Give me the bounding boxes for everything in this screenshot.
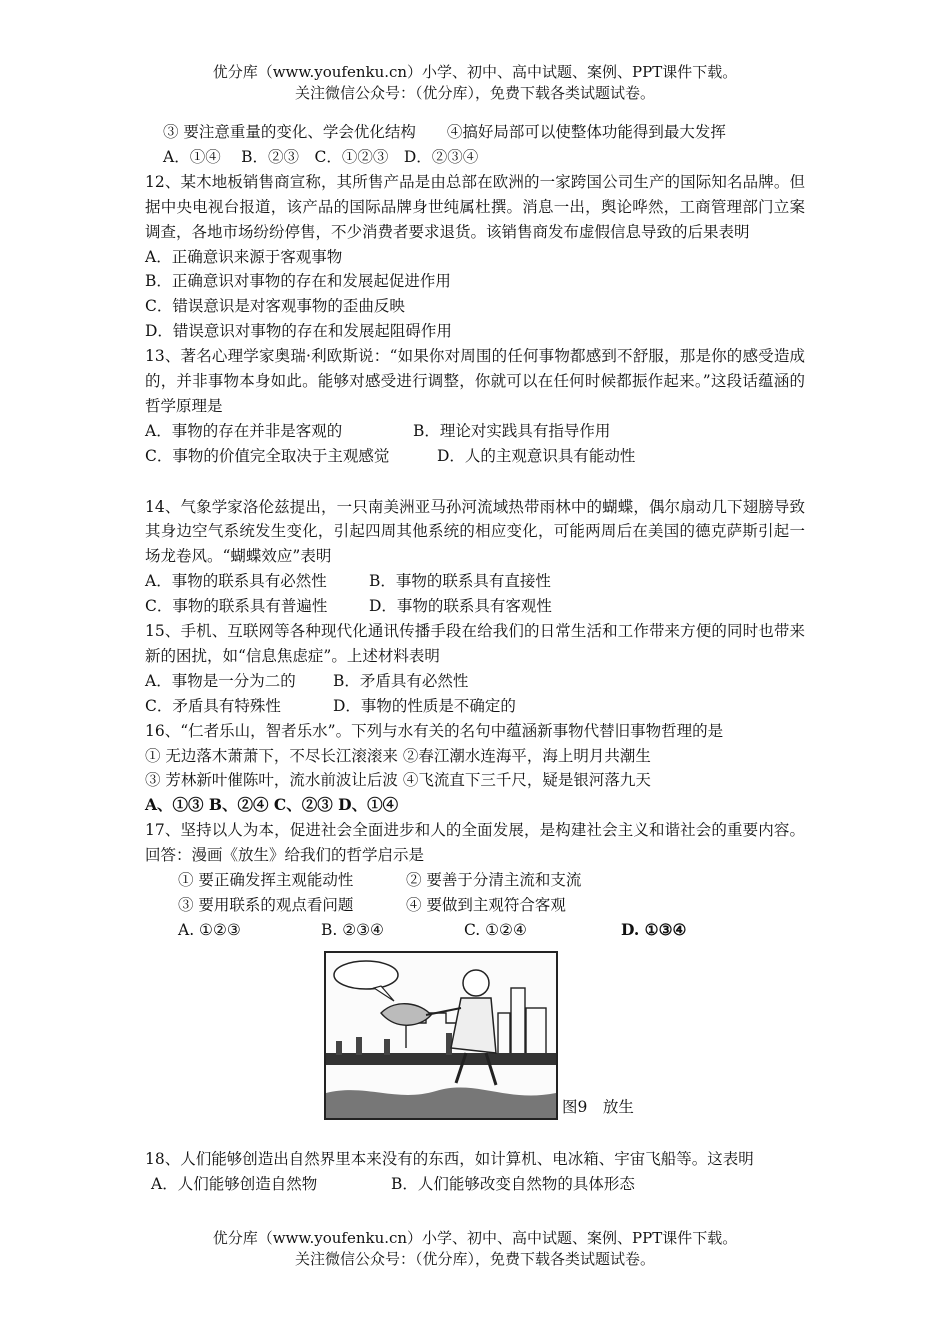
- q12-option-c: C．错误意识是对客观事物的歪曲反映: [145, 297, 405, 316]
- q18-option-a: A．人们能够创造自然物: [151, 1174, 318, 1193]
- q17-items-34: [145, 893, 805, 918]
- q17-option-c: C. ①②④: [464, 920, 527, 939]
- q12-option-d: D．错误意识对事物的存在和发展起阻碍作用: [145, 322, 452, 341]
- q13-option-d: D．人的主观意识具有能动性: [437, 446, 636, 465]
- q16-stem: 16、“仁者乐山，智者乐水”。下列与水有关的名句中蕴涵新事物代替旧事物哲理的是: [145, 721, 724, 740]
- exam-content: [145, 120, 805, 1196]
- q17-options: [145, 918, 805, 943]
- q14-options-cd: [145, 594, 805, 619]
- q15-option-a: A．事物是一分为二的: [145, 671, 296, 690]
- q11-continuation: ③ 要注意重量的变化、学会优化结构 ④搞好局部可以使整体功能得到最大发挥: [163, 123, 726, 141]
- header-line-2: 关注微信公众号：（优分库），免费下载各类试题试卷。: [294, 84, 655, 102]
- q17-option-d: D. ①③④: [621, 919, 687, 939]
- q15-option-c: C．矛盾具有特殊性: [145, 696, 281, 715]
- q17-option-b: B. ②③④: [321, 920, 384, 939]
- q15-option-b: B．矛盾具有必然性: [333, 671, 469, 690]
- q18-option-b: B．人们能够改变自然物的具体形态: [391, 1174, 635, 1193]
- q17-item-1: ① 要正确发挥主观能动性: [178, 871, 354, 890]
- q15-options-cd: [145, 694, 805, 719]
- q15-options-ab: [145, 669, 805, 694]
- q15-option-d: D．事物的性质是不确定的: [333, 696, 516, 715]
- q17-stem: 17、坚持以人为本，促进社会全面进步和人的全面发展，是构建社会主义和谐社会的重要内容。回答：漫画《放生》给我们的哲学启示是: [145, 821, 805, 865]
- q17-option-a: A. ①②③: [178, 920, 241, 939]
- q13-option-a: A．事物的存在并非是客观的: [145, 421, 343, 440]
- q13-options-ab: [145, 419, 805, 444]
- q14-option-b: B．事物的联系具有直接性: [369, 572, 551, 591]
- q18-options: [145, 1172, 805, 1197]
- q14-option-c: C．事物的联系具有普遍性: [145, 597, 328, 616]
- q13-option-b: B．理论对实践具有指导作用: [413, 421, 611, 440]
- q13-stem: 13、著名心理学家奥瑞·利欧斯说：“如果你对周围的任何事物都感到不舒服，那是你的感受造成的，并非事物本身如此。能够对感受进行调整，你就可以在任何时候都振作起来。”这段话蕴涵的哲学原理是: [145, 347, 805, 415]
- q11-options: A．①④ B．②③ C．①②③ D．②③④: [163, 147, 479, 166]
- q14-stem: 14、气象学家洛伦兹提出，一只南美洲亚马孙河流域热带雨林中的蝴蝶，偶尔扇动几下翅膀导致其身边空气系统发生变化，引起四周其他系统的相应变化，可能两周后在美国的德克萨斯引起一场龙卷风。“蝴蝶效应”表明: [145, 497, 805, 566]
- q17-items-12: [145, 868, 805, 893]
- cartoon-drawing: [326, 953, 556, 1118]
- q17-item-3: ③ 要用联系的观点看问题: [178, 895, 354, 914]
- q16-line-2: ③ 芳林新叶催陈叶，流水前波让后波 ④飞流直下三千尺，疑是银河落九天: [145, 771, 651, 790]
- q14-option-d: D．事物的联系具有客观性: [369, 597, 552, 616]
- q13-option-c: C．事物的价值完全取决于主观感觉: [145, 446, 390, 465]
- spacer: [145, 469, 805, 495]
- q14-option-a: A．事物的联系具有必然性: [145, 572, 327, 591]
- q14-options-ab: [145, 569, 805, 594]
- figure-9: [145, 951, 805, 1141]
- q16-options: A、①③ B、②④ C、②③ D、①④: [145, 795, 399, 815]
- q12-option-b: B．正确意识对事物的存在和发展起促进作用: [145, 272, 451, 291]
- q18-stem: 18、人们能够创造出自然界里本来没有的东西，如计算机、电冰箱、宇宙飞船等。这表明: [145, 1149, 754, 1168]
- q16-line-1: ① 无边落木萧萧下，不尽长江滚滚来 ②春江潮水连海平，海上明月共潮生: [145, 746, 651, 765]
- q13-options-cd: [145, 444, 805, 469]
- q12-option-a: A．正确意识来源于客观事物: [145, 247, 343, 266]
- q12-stem: 12、某木地板销售商宣称，其所售产品是由总部在欧洲的一家跨国公司生产的国际知名品牌。但据中央电视台报道，该产品的国际品牌身世纯属杜撰。消息一出，舆论哗然，工商管理部门立案调查，各地市场纷纷停售，不少消费者要求退货。该销售商发布虚假信息导致的后果表明: [145, 172, 805, 241]
- footer-line-1: 优分库（www.youfenku.cn）小学、初中、高中试题、案例、PPT课件下载。: [212, 1229, 738, 1247]
- q17-item-4: ④ 要做到主观符合客观: [406, 895, 566, 914]
- footer-line-2: 关注微信公众号：（优分库），免费下载各类试题试卷。: [294, 1250, 655, 1268]
- page-header: [0, 62, 950, 104]
- figure-caption: 图9 放生: [562, 1097, 634, 1116]
- page-footer: [0, 1228, 950, 1270]
- q17-item-2: ② 要善于分清主流和支流: [406, 871, 582, 890]
- cartoon-image: [324, 951, 558, 1120]
- q15-stem: 15、手机、互联网等各种现代化通讯传播手段在给我们的日常生活和工作带来方便的同时也带来新的困扰，如“信息焦虑症”。上述材料表明: [145, 622, 805, 665]
- header-line-1: 优分库（www.youfenku.cn）小学、初中、高中试题、案例、PPT课件下载。: [212, 63, 738, 81]
